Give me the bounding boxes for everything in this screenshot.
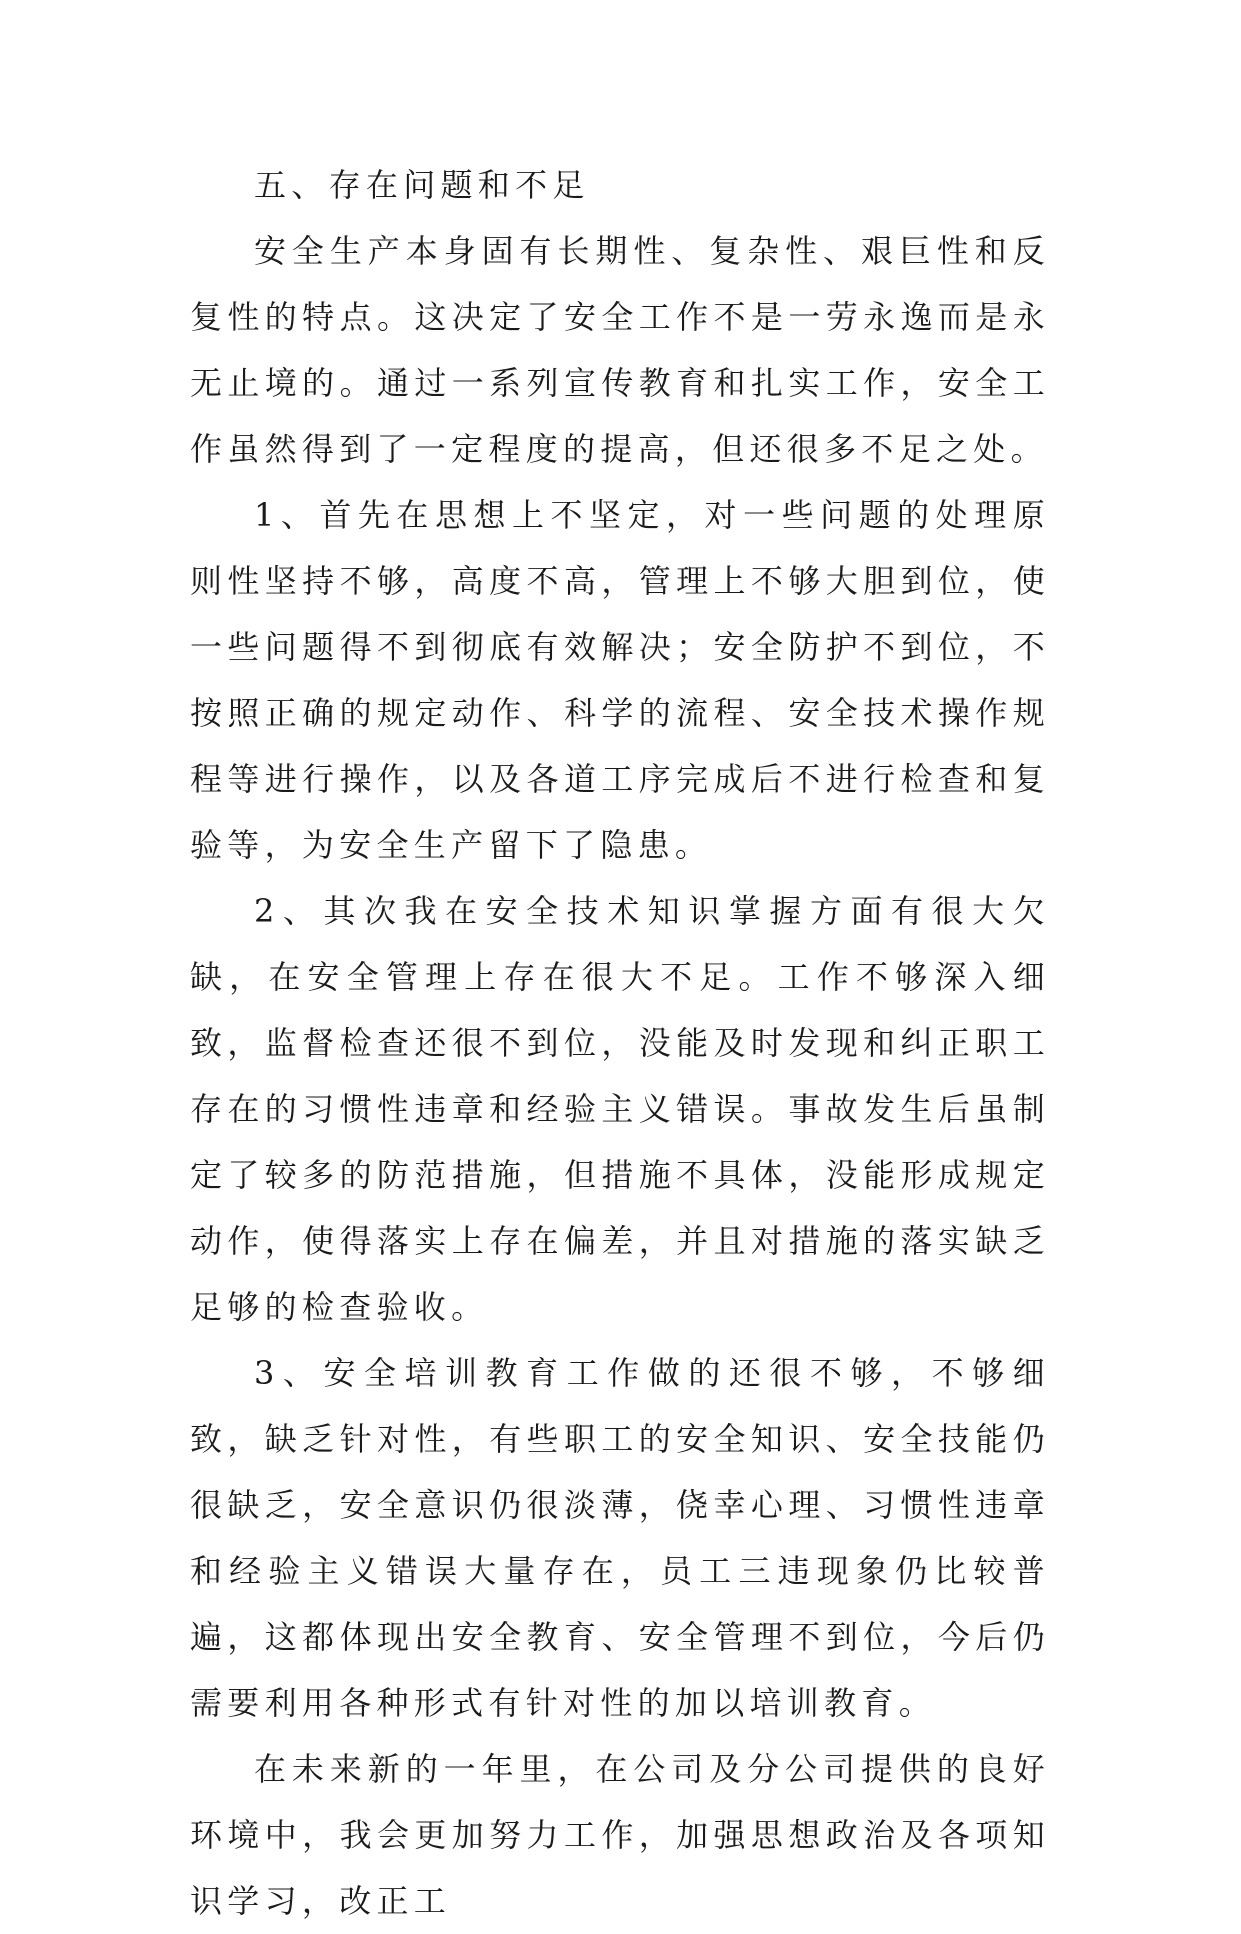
section-heading: 五、存在问题和不足 [254,166,590,204]
paragraph-closing: 在未来新的一年里，在公司及分公司提供的良好环境中，我会更加努力工作，加强思想政治及各项知识学习，改正工 [190,1750,1050,1920]
paragraph-intro: 安全生产本身固有长期性、复杂性、艰巨性和反复性的特点。这决定了安全工作不是一劳永逸而是永无止境的。通过一系列宣传教育和扎实工作，安全工作虽然得到了一定程度的提高，但还很多不足之处。 [190,232,1050,468]
paragraph-item-3: 3、安全培训教育工作做的还很不够，不够细致，缺乏针对性，有些职工的安全知识、安全技能仍很缺乏，安全意识仍很淡薄，侥幸心理、习惯性违章和经验主义错误大量存在，员工三违现象仍比较普遍，这都体现出安全教育、安全管理不到位，今后仍需要利用各种形式有针对性的加以培训教育。 [190,1354,1050,1722]
document-body [190,152,1050,1934]
paragraph-item-2: 2、其次我在安全技术知识掌握方面有很大欠缺，在安全管理上存在很大不足。工作不够深入细致，监督检查还很不到位，没能及时发现和纠正职工存在的习惯性违章和经验主义错误。事故发生后虽制定了较多的防范措施，但措施不具体，没能形成规定动作，使得落实上存在偏差，并且对措施的落实缺乏足够的检查验收。 [190,892,1050,1326]
paragraph-item-1: 1、首先在思想上不坚定，对一些问题的处理原则性坚持不够，高度不高，管理上不够大胆到位，使一些问题得不到彻底有效解决；安全防护不到位，不按照正确的规定动作、科学的流程、安全技术操作规程等进行操作，以及各道工序完成后不进行检查和复验等，为安全生产留下了隐患。 [190,496,1050,864]
